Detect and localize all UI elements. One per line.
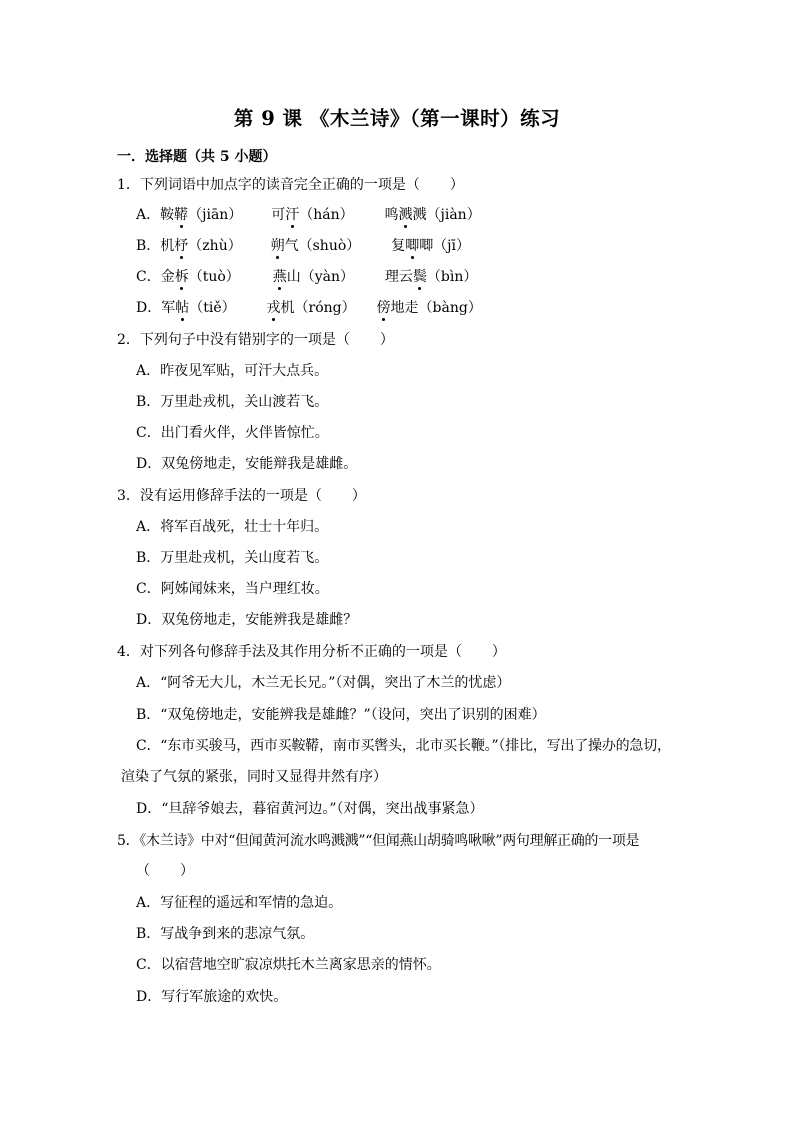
question-4-text: 4．对下列各句修辞手法及其作用分析不正确的一项是（ (117, 644, 462, 660)
q5-option-a: A．写征程的遥远和军情的急迫。 (136, 895, 343, 911)
q4-option-d: D．“旦辞爷娘去，暮宿黄河边。”（对偶，突出战事紧急） (136, 801, 484, 817)
paren-close: ） (180, 863, 194, 879)
paren-close: ） (491, 644, 506, 660)
dotted-char: 戎 (266, 300, 281, 316)
option-text: 理云 (384, 269, 413, 285)
q5-option-c: C．以宿营地空旷寂凉烘托木兰离家思亲的情怀。 (136, 957, 441, 973)
option-text: （tuò） (188, 269, 240, 285)
option-text: 山（yàn） (286, 269, 354, 285)
question-2-text: 2．下列句子中没有错别字的一项是（ (117, 332, 350, 348)
option-text: （hán） (299, 207, 354, 223)
question-3-stem (117, 487, 366, 505)
question-1-text: 1．下列词语中加点字的读音完全正确的一项是（ (117, 177, 420, 193)
q4-option-c: C．“东市买骏马，西市买鞍鞯，南市买辔头，北市买长鞭。”（排比，写出了操办的急切， (136, 738, 671, 754)
dotted-char: 鬓 (412, 269, 427, 285)
dotted-char: 傍 (376, 300, 391, 316)
question-1-stem (117, 176, 464, 194)
option-text: B．机 (136, 238, 175, 254)
option-text: 鸣 (384, 207, 399, 223)
option-text: 机（róng） (280, 300, 356, 316)
q2-option-a: A．昨夜见军贴，可汗大点兵。 (136, 363, 329, 379)
paren-close: ） (449, 177, 464, 193)
paren-close: ） (379, 332, 394, 348)
option-text: （bìn） (426, 269, 478, 285)
q1-option-d (136, 299, 482, 317)
q3-option-d: D．双兔傍地走，安能辨我是雄雌？ (136, 612, 358, 628)
q2-option-d: D．双兔傍地走，安能辩我是雄雌。 (136, 456, 358, 472)
q1-option-c (136, 268, 477, 286)
q1-option-a (136, 206, 481, 224)
section-heading: 一．选择题（共 5 小题） (117, 149, 277, 165)
option-text: （tiě） (189, 300, 236, 316)
dotted-char: 燕 (272, 269, 287, 285)
q3-option-a: A．将军百战死，壮士十年归。 (136, 519, 329, 535)
option-text: 复 (391, 238, 406, 254)
q1-option-b (136, 237, 470, 255)
dotted-char: 帖 (175, 300, 190, 316)
option-text: A．鞍 (136, 207, 175, 223)
option-text: 唧（jī） (419, 238, 471, 254)
option-text: 溅（jiàn） (412, 207, 481, 223)
q3-option-b: B．万里赴戎机，关山度若飞。 (136, 550, 329, 566)
dotted-char: 溅 (398, 207, 413, 223)
q5-option-d: D．写行军旅途的欢快。 (136, 989, 288, 1005)
dotted-char: 柝 (174, 269, 189, 285)
dotted-char: 鞯 (174, 207, 189, 223)
option-text: （zhù） (188, 238, 242, 254)
option-text: 气（shuò） (284, 238, 361, 254)
option-text: D．军 (136, 300, 176, 316)
dotted-char: 唧 (405, 238, 420, 254)
option-text: 地走（bàng） (390, 300, 482, 316)
question-3-text: 3．没有运用修辞手法的一项是（ (117, 488, 322, 504)
dotted-char: 汗 (285, 207, 300, 223)
paren-close: ） (351, 488, 366, 504)
question-5-paren (136, 862, 194, 880)
option-text: （jiān） (188, 207, 243, 223)
option-text: 可 (271, 207, 286, 223)
option-text: C．金 (136, 269, 175, 285)
paren-open: （ (136, 863, 150, 879)
question-5-stem: 5．《木兰诗》中对“但闻黄河流水鸣溅溅”“但闻燕山胡骑鸣啾啾”两句理解正确的一项是 (117, 833, 640, 849)
q5-option-b: B．写战争到来的悲凉气氛。 (136, 926, 315, 942)
dotted-char: 杼 (174, 238, 189, 254)
page-title: 第 9 课 《木兰诗》（第一课时）练习 (233, 107, 561, 130)
q4-option-b: B．“双兔傍地走，安能辨我是雄雌？”（设问，突出了识别的困难） (136, 707, 546, 723)
q2-option-c: C．出门看火伴，火伴皆惊忙。 (136, 425, 329, 441)
q2-option-b: B．万里赴戎机，关山渡若飞。 (136, 394, 329, 410)
q4-option-a: A．“阿爷无大儿，木兰无长兄。”（对偶，突出了木兰的忧虑） (136, 675, 511, 691)
question-4-stem (117, 643, 506, 661)
q4-option-c-continued: 渲染了气氛的紧张，同时又显得井然有序） (121, 769, 387, 785)
dotted-char: 朔 (270, 238, 285, 254)
q3-option-c: C．阿姊闻妹来，当户理红妆。 (136, 581, 329, 597)
question-2-stem (117, 331, 394, 349)
